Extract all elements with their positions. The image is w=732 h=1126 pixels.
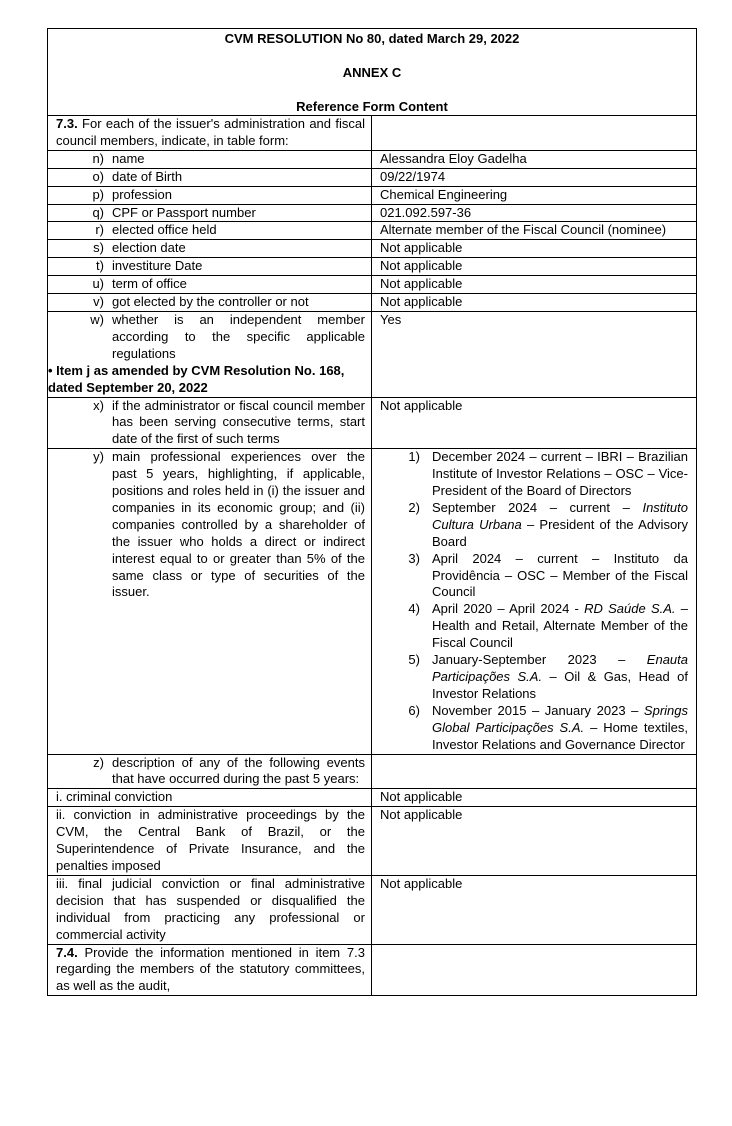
- field-label-text: if the administrator or fiscal council member has been serving consecutive terms, start date of the first of such terms: [112, 397, 365, 447]
- table-row: [48, 116, 697, 151]
- field-label-text: elected office held: [112, 222, 217, 238]
- experience-text: [432, 652, 688, 703]
- event-label: i. criminal conviction: [48, 789, 372, 807]
- field-letter: q): [92, 204, 104, 220]
- field-value: Not applicable: [371, 276, 696, 294]
- table-row: [48, 397, 697, 449]
- field-label: [56, 169, 365, 186]
- field-label-cell: [48, 397, 372, 449]
- field-value: 021.092.597-36: [371, 204, 696, 222]
- empty-cell: [371, 944, 696, 996]
- experience-organization: Enauta Participações S.A.: [431, 652, 688, 684]
- field-label-cell: [48, 276, 372, 294]
- field-letter: v): [93, 294, 104, 310]
- field-label: [56, 258, 365, 275]
- experience-number: 4): [408, 601, 420, 617]
- field-value: Not applicable: [371, 258, 696, 276]
- field-letter: w): [90, 311, 104, 327]
- field-label-cell: [48, 168, 372, 186]
- field-label: [56, 187, 365, 204]
- field-letter: s): [93, 240, 104, 256]
- field-label: [56, 449, 365, 601]
- section-74-body: Provide the information mentioned in item 7.3 regarding the members of the statutory committees, as well as the audit,: [56, 944, 365, 994]
- table-row: [48, 258, 697, 276]
- field-label: [56, 222, 365, 239]
- table-row: [48, 222, 697, 240]
- section-73-intro: [48, 116, 372, 151]
- field-label-text: main professional experiences over the past 5 years, highlighting, if applicable, positions and roles held in (i) the issuer and companies in its economic group; and (ii) companies controlled by a shareholder of the issuer who holds a direct or indirect interest equal to or greater than 5% of the same class or type of securities of the issuer.: [112, 449, 365, 600]
- amendment-note: • Item j as amended by CVM Resolution No. 168, dated September 20, 2022: [48, 362, 345, 395]
- field-label-text: got elected by the controller or not: [112, 294, 309, 310]
- list-item: [380, 703, 688, 754]
- experience-number: 5): [408, 652, 420, 668]
- experience-post: – Health and Retail, Alternate Member of the Fiscal Council: [431, 601, 689, 651]
- experience-number: 6): [408, 702, 420, 718]
- experience-post: – Home textiles, Investor Relations and Governance Director: [431, 719, 688, 752]
- experience-text: [432, 703, 688, 754]
- field-letter: r): [95, 222, 104, 238]
- field-label-cell: [48, 258, 372, 276]
- table-row: [48, 944, 697, 996]
- resolution-title: CVM RESOLUTION No 80, dated March 29, 2022: [224, 31, 520, 46]
- form-subtitle: Reference Form Content: [296, 99, 448, 114]
- document-page: [47, 28, 697, 996]
- experience-pre: November 2015 – January 2023 –: [431, 702, 644, 718]
- field-label-cell: [48, 186, 372, 204]
- experience-number: 2): [408, 499, 420, 515]
- field-value: Chemical Engineering: [371, 186, 696, 204]
- field-value: Alessandra Eloy Gadelha: [371, 150, 696, 168]
- section-number: 7.4.: [56, 944, 78, 960]
- field-label-text: investiture Date: [112, 258, 203, 274]
- field-label: [56, 755, 365, 789]
- field-label: [56, 205, 365, 222]
- field-label-text: election date: [112, 240, 186, 256]
- table-row: [48, 276, 697, 294]
- field-letter: y): [93, 449, 104, 465]
- field-label-text: name: [112, 150, 145, 166]
- list-item: [380, 652, 688, 703]
- field-value: [371, 754, 696, 789]
- field-label: [56, 276, 365, 293]
- field-label-cell: [48, 222, 372, 240]
- field-value: Not applicable: [371, 240, 696, 258]
- field-label-text: CPF or Passport number: [112, 204, 256, 220]
- field-value: 09/22/1974: [371, 168, 696, 186]
- experience-text: [432, 449, 688, 500]
- table-row: [48, 311, 697, 397]
- field-letter: o): [92, 168, 104, 184]
- experience-cell: [371, 449, 696, 754]
- table-row: [48, 204, 697, 222]
- field-letter: u): [92, 276, 104, 292]
- experience-organization: RD Saúde S.A.: [584, 601, 676, 617]
- field-value: Not applicable: [371, 807, 696, 876]
- field-value: Not applicable: [371, 875, 696, 944]
- experience-organization: Instituto Cultura Urbana: [431, 499, 688, 532]
- experience-pre: December 2024 – current – IBRI – Brazilian Institute of Investor Relations – OSC – Vice-President of the Board of Directors: [431, 449, 688, 499]
- list-item: [380, 601, 688, 652]
- field-label-text: date of Birth: [112, 168, 183, 184]
- document-header: [47, 28, 697, 115]
- field-label-cell: [48, 294, 372, 312]
- experience-pre: January-September 2023 –: [431, 652, 647, 668]
- field-label: [56, 398, 365, 449]
- field-value: Yes: [371, 311, 696, 397]
- field-value: Not applicable: [371, 397, 696, 449]
- list-item: [380, 500, 688, 551]
- field-label: [56, 312, 365, 363]
- event-label: ii. conviction in administrative proceedings by the CVM, the Central Bank of Brazil, or the Superintendence of Private Insurance, and the penalties imposed: [48, 807, 372, 876]
- section-intro-text: For each of the issuer's administration and fiscal council members, indicate, in table form:: [56, 116, 365, 148]
- field-label-cell: [48, 754, 372, 789]
- field-value: Not applicable: [371, 789, 696, 807]
- table-row: [48, 150, 697, 168]
- field-value: Alternate member of the Fiscal Council (nominee): [371, 222, 696, 240]
- empty-cell: [371, 116, 696, 151]
- field-label-text: profession: [112, 186, 172, 202]
- field-label: [56, 240, 365, 257]
- table-row: [48, 875, 697, 944]
- reference-form-table: [47, 115, 697, 996]
- field-label: [56, 294, 365, 311]
- experience-text: [432, 500, 688, 551]
- experience-pre: April 2020 – April 2024 -: [431, 601, 585, 617]
- section-number: 7.3.: [56, 116, 78, 131]
- experience-list: [380, 449, 688, 753]
- experience-number: 1): [408, 449, 420, 465]
- table-row: [48, 240, 697, 258]
- field-letter: x): [93, 397, 104, 413]
- field-label-text: whether is an independent member according to the specific applicable regulations: [112, 311, 365, 361]
- field-letter: t): [96, 258, 104, 274]
- field-label-text: description of any of the following events that have occurred during the past 5 years:: [112, 754, 365, 787]
- experience-pre: September 2024 – current –: [431, 499, 643, 515]
- field-letter: p): [92, 186, 104, 202]
- experience-text: [432, 601, 688, 652]
- field-label-cell: [48, 204, 372, 222]
- list-item: [380, 449, 688, 500]
- table-row: [48, 807, 697, 876]
- table-row: [48, 186, 697, 204]
- field-label-cell: [48, 311, 372, 397]
- field-label-cell: [48, 449, 372, 754]
- experience-post: – President of the Advisory Board: [431, 516, 688, 549]
- field-label-text: term of office: [112, 276, 187, 292]
- table-row: [48, 168, 697, 186]
- event-label: iii. final judicial conviction or final administrative decision that has suspended or disqualified the individual from practicing any professional or commercial activity: [48, 875, 372, 944]
- table-row: [48, 754, 697, 789]
- field-letter: z): [93, 754, 104, 770]
- experience-pre: April 2024 – current – Instituto da Providência – OSC – Member of the Fiscal Council: [431, 550, 688, 600]
- experience-number: 3): [408, 550, 420, 566]
- field-label-cell: [48, 240, 372, 258]
- experience-text: [432, 551, 688, 602]
- table-row: [48, 449, 697, 754]
- field-label-cell: [48, 150, 372, 168]
- experience-organization: Springs Global Participações S.A.: [431, 702, 688, 735]
- annex-title: ANNEX C: [342, 65, 402, 80]
- section-74-text: [48, 944, 372, 996]
- field-letter: n): [92, 150, 104, 166]
- field-label: [56, 151, 365, 168]
- table-row: [48, 294, 697, 312]
- table-row: [48, 789, 697, 807]
- list-item: [380, 551, 688, 602]
- experience-post: – Oil & Gas, Head of Investor Relations: [431, 669, 688, 701]
- field-value: Not applicable: [371, 294, 696, 312]
